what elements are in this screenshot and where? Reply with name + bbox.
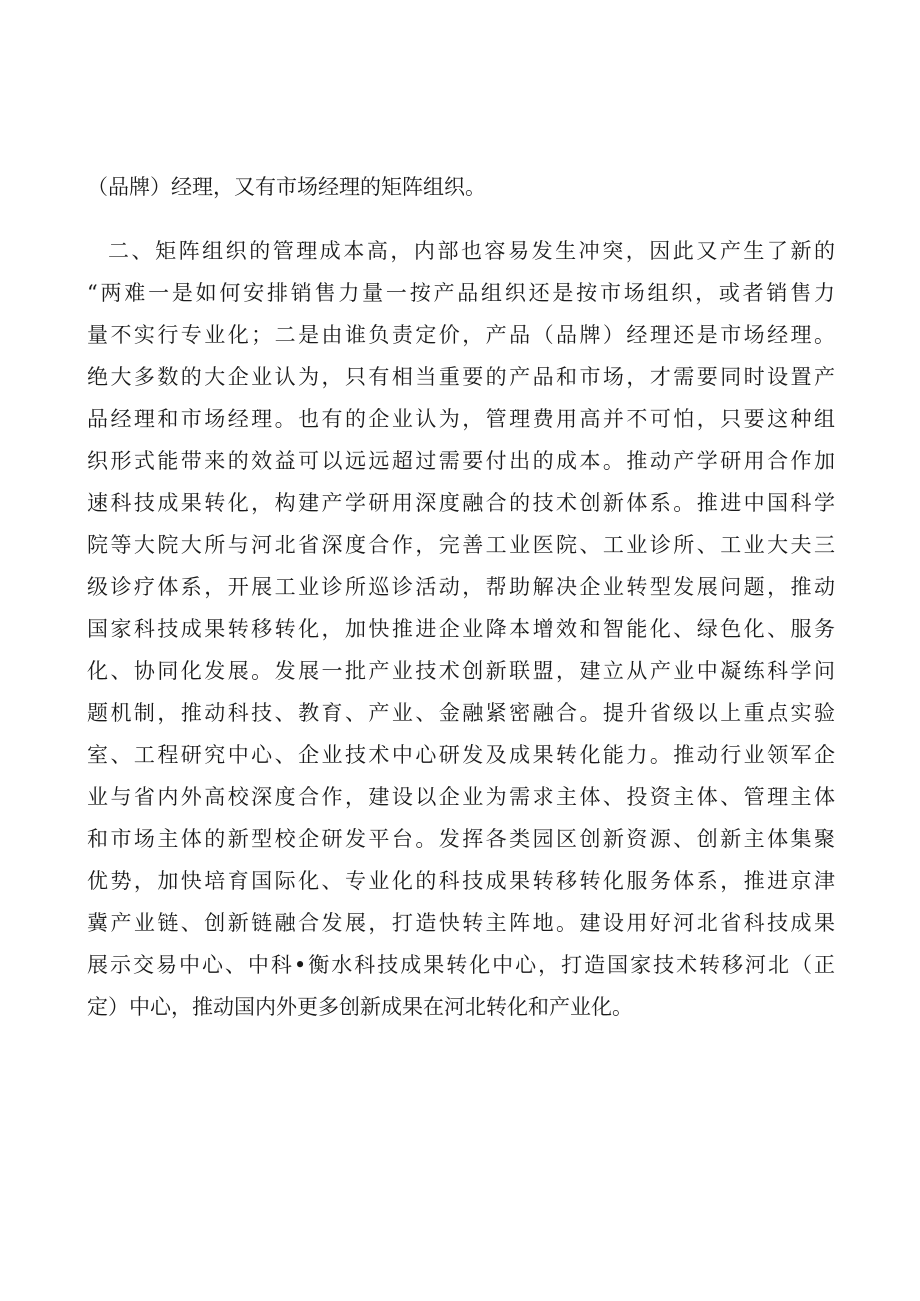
text-line: （品牌）经理，又有市场经理的矩阵组织。: [87, 175, 486, 199]
text-line: 级诊疗体系，开展工业诊所巡诊活动，帮助解决企业转型发展问题，推动: [87, 575, 835, 599]
text-line: 题机制，推动科技、教育、产业、金融紧密融合。提升省级以上重点实验: [87, 701, 835, 725]
text-line: 国家科技成果转移转化，加快推进企业降本增效和智能化、绿色化、服务: [87, 617, 835, 641]
text-line: 量不实行专业化；二是由谁负责定价，产品（品牌）经理还是市场经理。: [87, 323, 835, 347]
document-body: [87, 166, 835, 1028]
text-line: 院等大院大所与河北省深度合作，完善工业医院、工业诊所、工业大夫三: [87, 533, 835, 557]
text-line: 和市场主体的新型校企研发平台。发挥各类园区创新资源、创新主体集聚: [87, 827, 835, 851]
text-line: 展示交易中心、中科•衡水科技成果转化中心，打造国家技术转移河北（正: [87, 953, 835, 977]
text-line: 品经理和市场经理。也有的企业认为，管理费用高并不可怕，只要这种组: [87, 407, 835, 431]
text-line: 优势，加快培育国际化、专业化的科技成果转移转化服务体系，推进京津: [87, 869, 835, 893]
text-line: 定）中心，推动国内外更多创新成果在河北转化和产业化。: [87, 995, 633, 1019]
text-line: 速科技成果转化，构建产学研用深度融合的技术创新体系。推进中国科学: [87, 491, 835, 515]
text-line: 业与省内外高校深度合作，建设以企业为需求主体、投资主体、管理主体: [87, 785, 835, 809]
text-line: 冀产业链、创新链融合发展，打造快转主阵地。建设用好河北省科技成果: [87, 911, 835, 935]
text-line: 室、工程研究中心、企业技术中心研发及成果转化能力。推动行业领军企: [87, 743, 835, 767]
text-line: 化、协同化发展。发展一批产业技术创新联盟，建立从产业中凝练科学问: [87, 659, 835, 683]
text-line: 二、矩阵组织的管理成本高，内部也容易发生冲突，因此又产生了新的: [108, 239, 835, 263]
text-line: “两难一是如何安排销售力量一按产品组织还是按市场组织，或者销售力: [87, 281, 835, 305]
text-line: 织形式能带来的效益可以远远超过需要付出的成本。推动产学研用合作加: [87, 449, 835, 473]
paragraph-gap: [87, 208, 835, 230]
text-line: 绝大多数的大企业认为，只有相当重要的产品和市场，才需要同时设置产: [87, 365, 835, 389]
